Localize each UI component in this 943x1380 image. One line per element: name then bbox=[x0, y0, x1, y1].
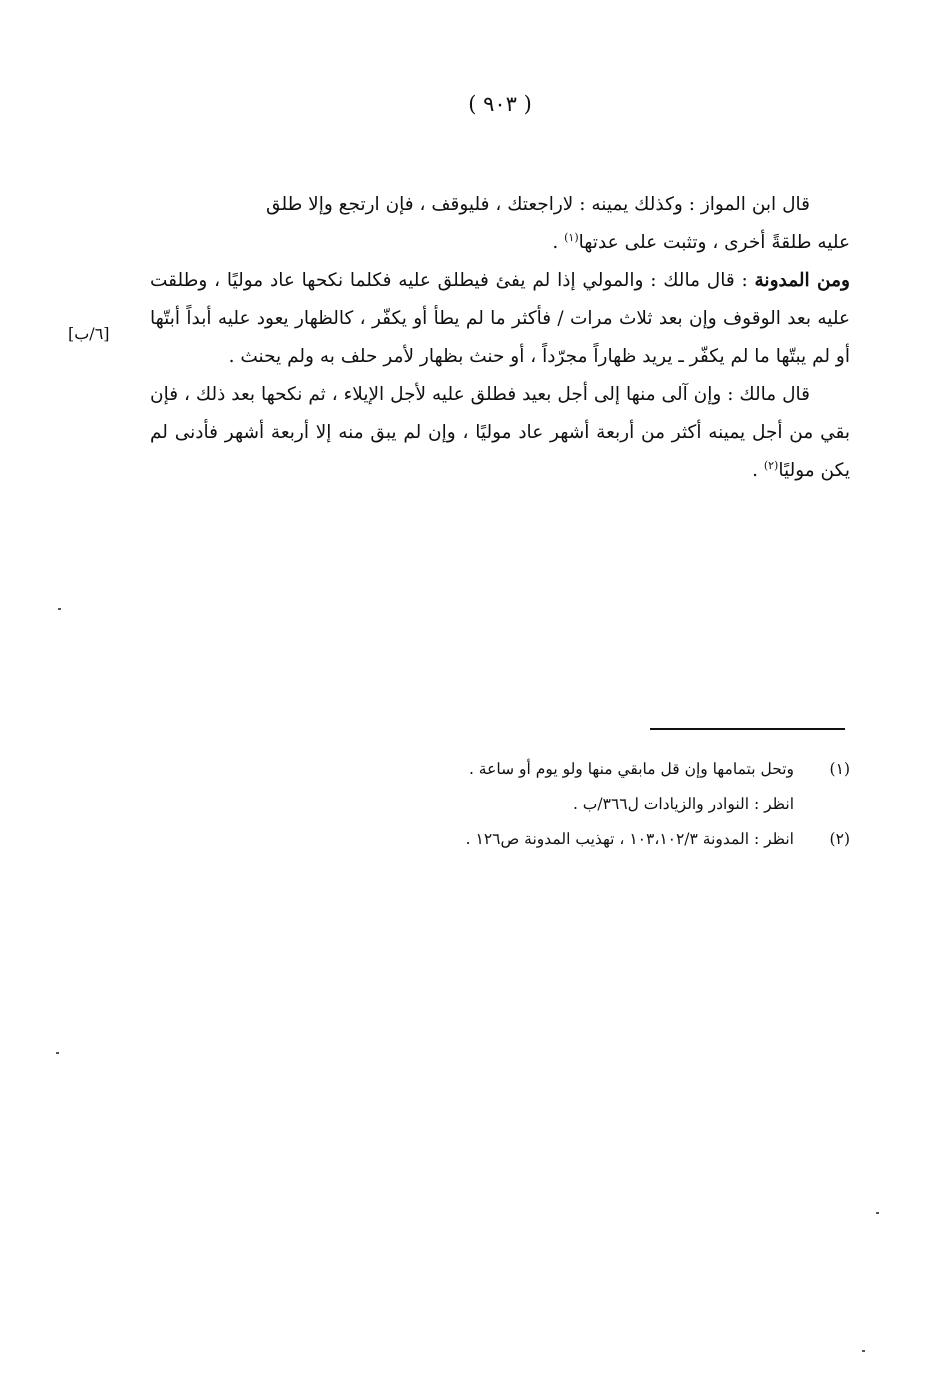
footnote-separator bbox=[650, 728, 845, 730]
footnote-text: انظر : النوادر والزيادات ل٣٦٦/ب . bbox=[572, 795, 794, 813]
footnote-1-continued bbox=[380, 787, 850, 822]
footnote-number: (١) bbox=[829, 760, 850, 778]
paragraph-2-lead: ومن المدونة bbox=[754, 270, 850, 291]
paragraph-1-line-1: قال ابن المواز : وكذلك يمينه : لاراجعتك ، فليوقف ، فإن ارتجع وإلا طلق bbox=[266, 194, 810, 215]
paragraph-3-end: . bbox=[752, 460, 764, 481]
scan-speck bbox=[876, 1212, 879, 1214]
scan-speck bbox=[862, 1350, 865, 1352]
scan-speck bbox=[56, 1052, 59, 1054]
paragraph-3-text: قال مالك : وإن آلى منها إلى أجل بعيد فطلق عليه لأجل الإيلاء ، ثم نكحها بعد ذلك ، فإن بقي من أجل يمينه أكثر من أربعة أشهر عاد موليًا ، وإن لم يبق منه إلا أربعة أشهر فأدنى لم يكن موليًا bbox=[150, 384, 850, 481]
footnote-number: (٢) bbox=[829, 830, 850, 848]
margin-note: [٦/ب] bbox=[68, 324, 110, 343]
paragraph-1-end: . bbox=[552, 232, 565, 253]
footnote-reference-2: (٢) bbox=[763, 458, 779, 472]
footnotes bbox=[380, 752, 850, 857]
paragraph-1-line-2: عليه طلقةً أخرى ، وتثبت على عدتها bbox=[578, 232, 850, 253]
paragraph-3 bbox=[150, 376, 850, 490]
page-number: ( ٩٠٣ ) bbox=[468, 92, 532, 116]
footnote-text: انظر : المدونة ١٠٣،١٠٢/٣ ، تهذيب المدونة ص١٢٦ . bbox=[465, 830, 794, 848]
paragraph-1 bbox=[150, 186, 850, 262]
main-text bbox=[150, 186, 850, 490]
footnote-reference-1: (١) bbox=[564, 230, 579, 244]
scan-speck bbox=[58, 608, 61, 610]
paragraph-2-text: : قال مالك : والمولي إذا لم يفئ فيطلق عليه فكلما نكحها عاد موليًا ، وطلقت عليه بعد الوقوف وإن بعد ثلاث مرات / فأكثر ما لم يطأ أو يكفّر ، كالظهار يعود عليه أبداً أبتّها أو لم يبتّها ما لم يكفّر ـ يريد ظهاراً مجرّداً ، أو حنث بظهار لأمر حلف به ولم يحنث . bbox=[150, 270, 850, 367]
footnote-1 bbox=[380, 752, 850, 787]
footnote-text: وتحل بتمامها وإن قل مابقي منها ولو يوم أو ساعة . bbox=[468, 760, 794, 778]
paragraph-2 bbox=[150, 262, 850, 376]
footnote-2 bbox=[380, 822, 850, 857]
